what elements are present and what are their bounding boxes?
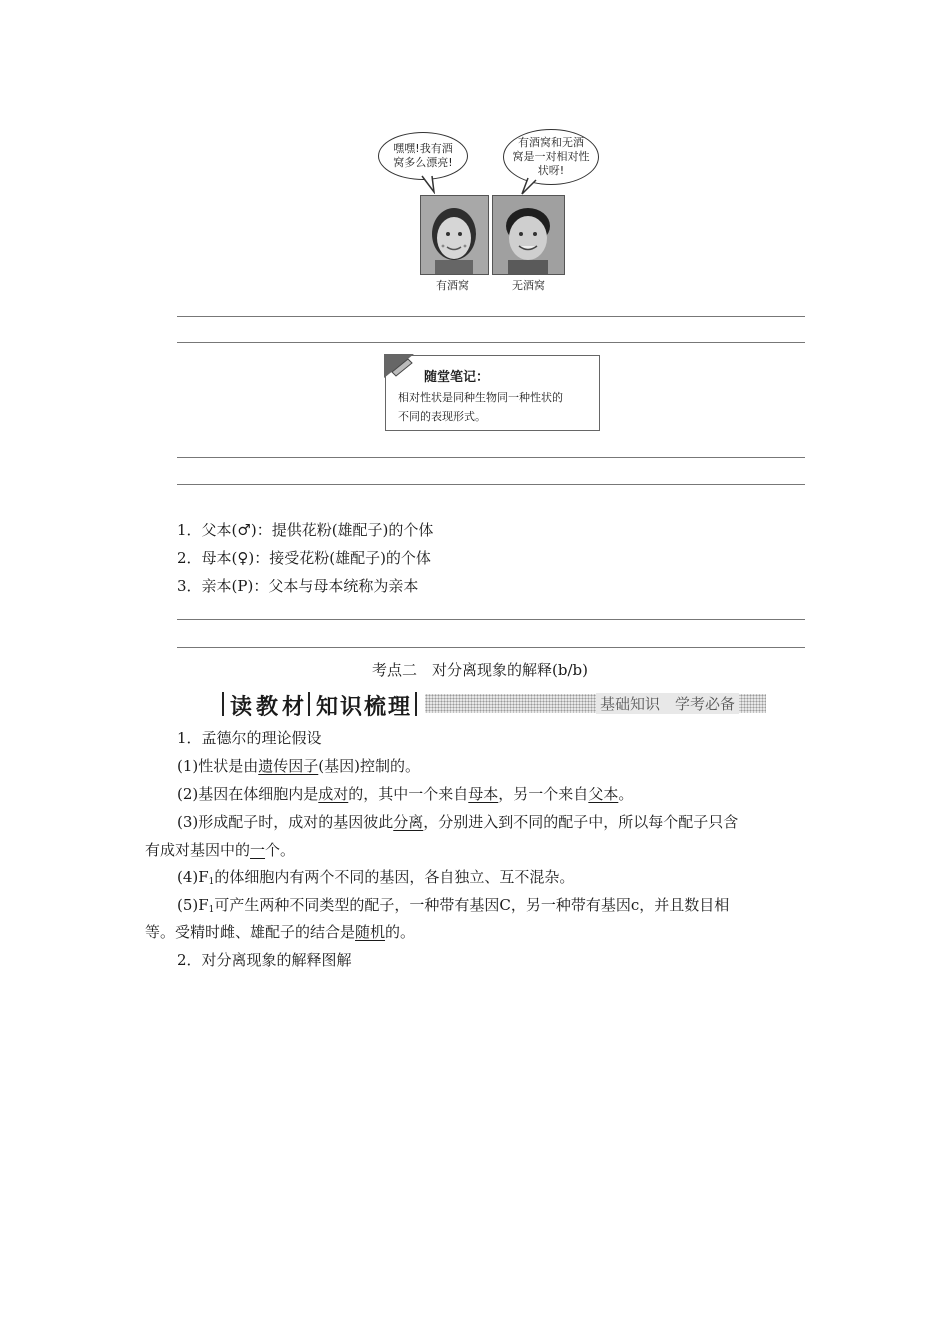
note-line-5	[177, 619, 805, 620]
hypothesis-3-line-2: 有成对基因中的一个。	[145, 841, 296, 859]
class-note-box	[385, 355, 600, 431]
banner-left-a: 读教材	[230, 695, 309, 720]
hypothesis-2: (2)基因在体细胞内是成对的，其中一个来自母本，另一个来自父本。	[177, 785, 634, 803]
blank-answer-2: 成对	[318, 785, 349, 803]
hypothesis-4: $(4)F_1$的体细胞内有两个不同的基因，各自独立、互不混杂。	[177, 868, 575, 887]
bubble-left-line-1: 嘿嘿!我有酒	[393, 142, 453, 155]
pencil-corner-icon	[384, 354, 420, 382]
speech-bubble-left	[378, 132, 468, 180]
section-banner	[222, 690, 766, 718]
caption-without-dimples: 无酒窝	[512, 279, 545, 292]
note-title: 随堂笔记：	[424, 370, 490, 385]
bubble-right-line-2: 窝是一对相对性	[512, 150, 590, 163]
photo-girl-with-dimples	[420, 195, 489, 275]
heading-mendel-hypothesis: 1．孟德尔的理论假设	[177, 729, 322, 747]
blank-answer-3: 母本	[468, 785, 499, 803]
blank-answer-7: 随机	[355, 923, 386, 941]
note-line-6	[177, 647, 805, 648]
bubble-left-line-2: 窝多么漂亮!	[393, 156, 453, 169]
bubble-right-tail	[520, 176, 544, 196]
bubble-right-line-1: 有酒窝和无酒	[518, 136, 584, 149]
note-line-4	[177, 484, 805, 485]
speech-bubble-right	[503, 129, 599, 185]
bubble-left-tail	[420, 174, 440, 194]
definition-male-parent: 1．父本(♂)：提供花粉(雄配子)的个体	[177, 521, 434, 539]
note-line-2	[177, 342, 805, 343]
hypothesis-5-line-1: $(5)F_1$可产生两种不同类型的配子，一种带有基因C，另一种带有基因c，并且数目相	[177, 896, 730, 915]
note-line-text-1: 相对性状是同种生物同一种性状的	[398, 391, 563, 404]
hypothesis-5-line-2: 等。受精时雌、雄配子的结合是随机的。	[145, 923, 416, 941]
definition-parents: 3．亲本(P)：父本与母本统称为亲本	[177, 577, 419, 595]
heading-explanation-diagram: 2．对分离现象的解释图解	[177, 951, 352, 969]
banner-right-text: 基础知识 学考必备	[596, 693, 739, 714]
definition-female-parent: 2．母本(♀)：接受花粉(雄配子)的个体	[177, 549, 431, 567]
girl-face-icon	[421, 196, 488, 274]
hypothesis-1: (1)性状是由遗传因子(基因)控制的。	[177, 757, 420, 775]
blank-answer-1: 遗传因子	[258, 757, 319, 775]
note-line-3	[177, 457, 805, 458]
banner-left-b: 知识梳理	[316, 695, 413, 720]
note-line-text-2: 不同的表现形式。	[398, 410, 486, 423]
caption-with-dimples: 有酒窝	[436, 279, 469, 292]
blank-answer-5: 分离	[393, 813, 424, 831]
section-title: 考点二 对分离现象的解释(b/b)	[372, 661, 588, 679]
bubble-right-line-3: 状呀!	[537, 164, 565, 177]
boy-face-icon	[493, 196, 564, 274]
hypothesis-3-line-1: (3)形成配子时，成对的基因彼此分离，分别进入到不同的配子中，所以每个配子只含	[177, 813, 739, 831]
note-line-1	[177, 316, 805, 317]
blank-answer-4: 父本	[588, 785, 619, 803]
photo-boy-without-dimples	[492, 195, 565, 275]
blank-answer-6: 一	[250, 841, 266, 859]
